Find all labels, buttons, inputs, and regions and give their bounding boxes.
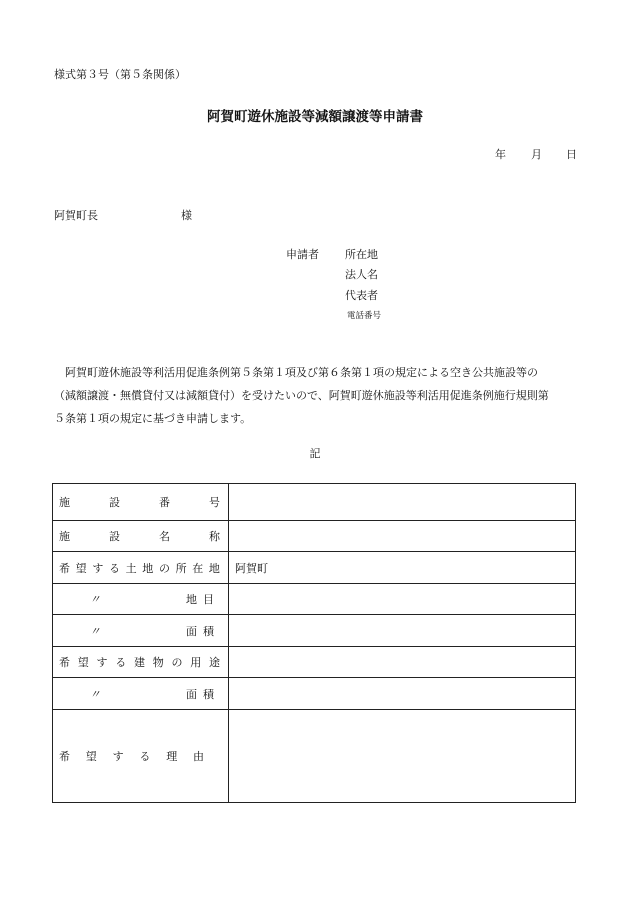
- form-number: 様式第３号（第５条関係）: [54, 68, 186, 81]
- applicant-corporation-label: 法人名: [345, 268, 378, 281]
- facility-number-label: [53, 484, 229, 521]
- land-category-label: [53, 584, 229, 615]
- land-area-value[interactable]: [229, 615, 576, 647]
- building-use-label: [53, 647, 229, 678]
- ditto-mark: 〃: [89, 593, 101, 606]
- statement-line-2: （減額譲渡・無償貸付又は減額貸付）を受けたいので、阿賀町遊休施設等利活用促進条例施行規則第: [54, 389, 549, 402]
- applicant-address-label: 所在地: [345, 248, 378, 261]
- date-day: 日: [566, 148, 577, 161]
- addressee-honorific: 様: [181, 209, 192, 222]
- ki-heading: 記: [309, 447, 321, 460]
- building-area-text: 面積: [186, 687, 220, 701]
- land-location-label: [53, 552, 229, 584]
- row-land-category: [53, 584, 576, 615]
- application-details-table: [52, 483, 576, 803]
- row-reason: [53, 710, 576, 803]
- row-building-use: [53, 647, 576, 678]
- document-title: 阿賀町遊休施設等減額譲渡等申請書: [207, 109, 423, 125]
- facility-number-text: 施 設 番 号: [59, 496, 220, 509]
- reason-text: 希 望 す る 理 由: [59, 750, 204, 763]
- land-area-label: [53, 615, 229, 647]
- date-year: 年: [495, 148, 506, 161]
- row-building-area: [53, 678, 576, 710]
- applicant-label: 申請者: [286, 248, 319, 261]
- facility-name-text: 施 設 名 称: [59, 530, 220, 543]
- row-land-location: [53, 552, 576, 584]
- building-area-label: [53, 678, 229, 710]
- statement-line-1: 阿賀町遊休施設等利活用促進条例第５条第１項及び第６条第１項の規定による空き公共施設等の: [65, 366, 538, 379]
- row-land-area: [53, 615, 576, 647]
- ditto-mark: 〃: [89, 624, 101, 638]
- building-area-value[interactable]: [229, 678, 576, 710]
- building-use-value[interactable]: [229, 647, 576, 678]
- row-facility-number: [53, 484, 576, 521]
- facility-number-value[interactable]: [229, 484, 576, 521]
- statement-line-3: ５条第１項の規定に基づき申請します。: [54, 412, 252, 425]
- land-location-text: 希 望 す る 土 地 の 所 在 地: [59, 561, 220, 575]
- ditto-mark: 〃: [89, 687, 101, 701]
- land-category-text: 地目: [186, 593, 220, 606]
- reason-value[interactable]: [229, 710, 576, 803]
- row-facility-name: [53, 521, 576, 552]
- land-category-value[interactable]: [229, 584, 576, 615]
- building-use-text: 希 望 す る 建 物 の 用 途: [59, 656, 220, 669]
- applicant-phone-label: 電話番号: [347, 311, 382, 321]
- application-statement: [54, 361, 584, 430]
- date-month: 月: [531, 148, 542, 161]
- land-location-value[interactable]: 阿賀町: [229, 552, 576, 584]
- facility-name-label: [53, 521, 229, 552]
- land-area-text: 面積: [186, 624, 220, 638]
- addressee-name: 阿賀町長: [54, 209, 98, 222]
- facility-name-value[interactable]: [229, 521, 576, 552]
- reason-label: [53, 710, 229, 803]
- applicant-representative-label: 代表者: [345, 289, 378, 302]
